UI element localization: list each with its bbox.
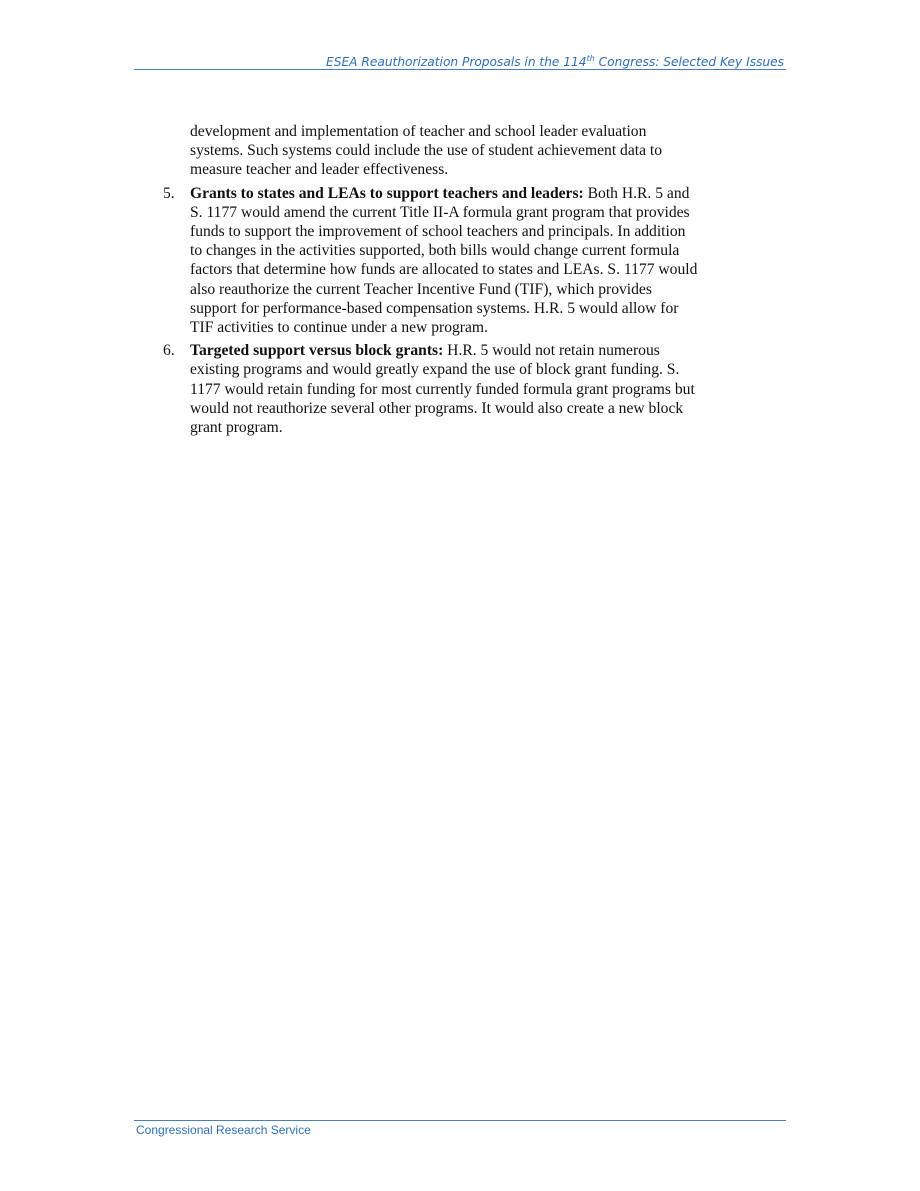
list-item-heading: Targeted support versus block grants: xyxy=(190,342,444,360)
text-line: support for performance-based compensation systems. H.R. 5 would allow for xyxy=(190,299,679,317)
text-line: Both H.R. 5 and xyxy=(583,184,690,202)
continued-paragraph xyxy=(190,122,750,180)
list-item-text xyxy=(190,341,750,437)
text-line: grant program. xyxy=(190,419,283,437)
page-header xyxy=(134,50,786,70)
list-item xyxy=(163,341,750,437)
running-title-suffix: Congress: Selected Key Issues xyxy=(594,55,784,69)
text-line: development and implementation of teacher and school leader evaluation xyxy=(190,123,647,140)
running-title-superscript: th xyxy=(586,54,595,63)
text-line: would not reauthorize several other programs. It would also create a new block xyxy=(190,399,684,417)
list-number: 5. xyxy=(163,184,175,202)
footer-source: Congressional Research Service xyxy=(136,1123,311,1137)
main-content xyxy=(163,122,750,437)
list-item-heading: Grants to states and LEAs to support teachers and leaders: xyxy=(190,184,584,202)
page-footer xyxy=(134,1120,786,1137)
text-line: existing programs and would greatly expand the use of block grant funding. S. xyxy=(190,361,680,379)
text-line: funds to support the improvement of school teachers and principals. In addition xyxy=(190,223,686,241)
text-line: measure teacher and leader effectiveness. xyxy=(190,161,449,179)
text-line: S. 1177 would amend the current Title II-A formula grant program that provides xyxy=(190,203,690,221)
text-line: also reauthorize the current Teacher Incentive Fund (TIF), which provides xyxy=(190,280,652,298)
text-line: H.R. 5 would not retain numerous xyxy=(443,342,660,360)
running-title-prefix: ESEA Reauthorization Proposals in the 114 xyxy=(326,55,587,69)
text-line: factors that determine how funds are allocated to states and LEAs. S. 1177 would xyxy=(190,261,698,279)
text-line: systems. Such systems could include the use of student achievement data to xyxy=(190,142,663,160)
list-number: 6. xyxy=(163,342,175,360)
text-line: 1177 would retain funding for most currently funded formula grant programs but xyxy=(190,380,695,398)
text-line: to changes in the activities supported, both bills would change current formula xyxy=(190,242,680,260)
running-title xyxy=(326,55,784,69)
list-item xyxy=(163,184,750,338)
list-item-text xyxy=(190,184,750,338)
text-line: TIF activities to continue under a new program. xyxy=(190,319,488,337)
